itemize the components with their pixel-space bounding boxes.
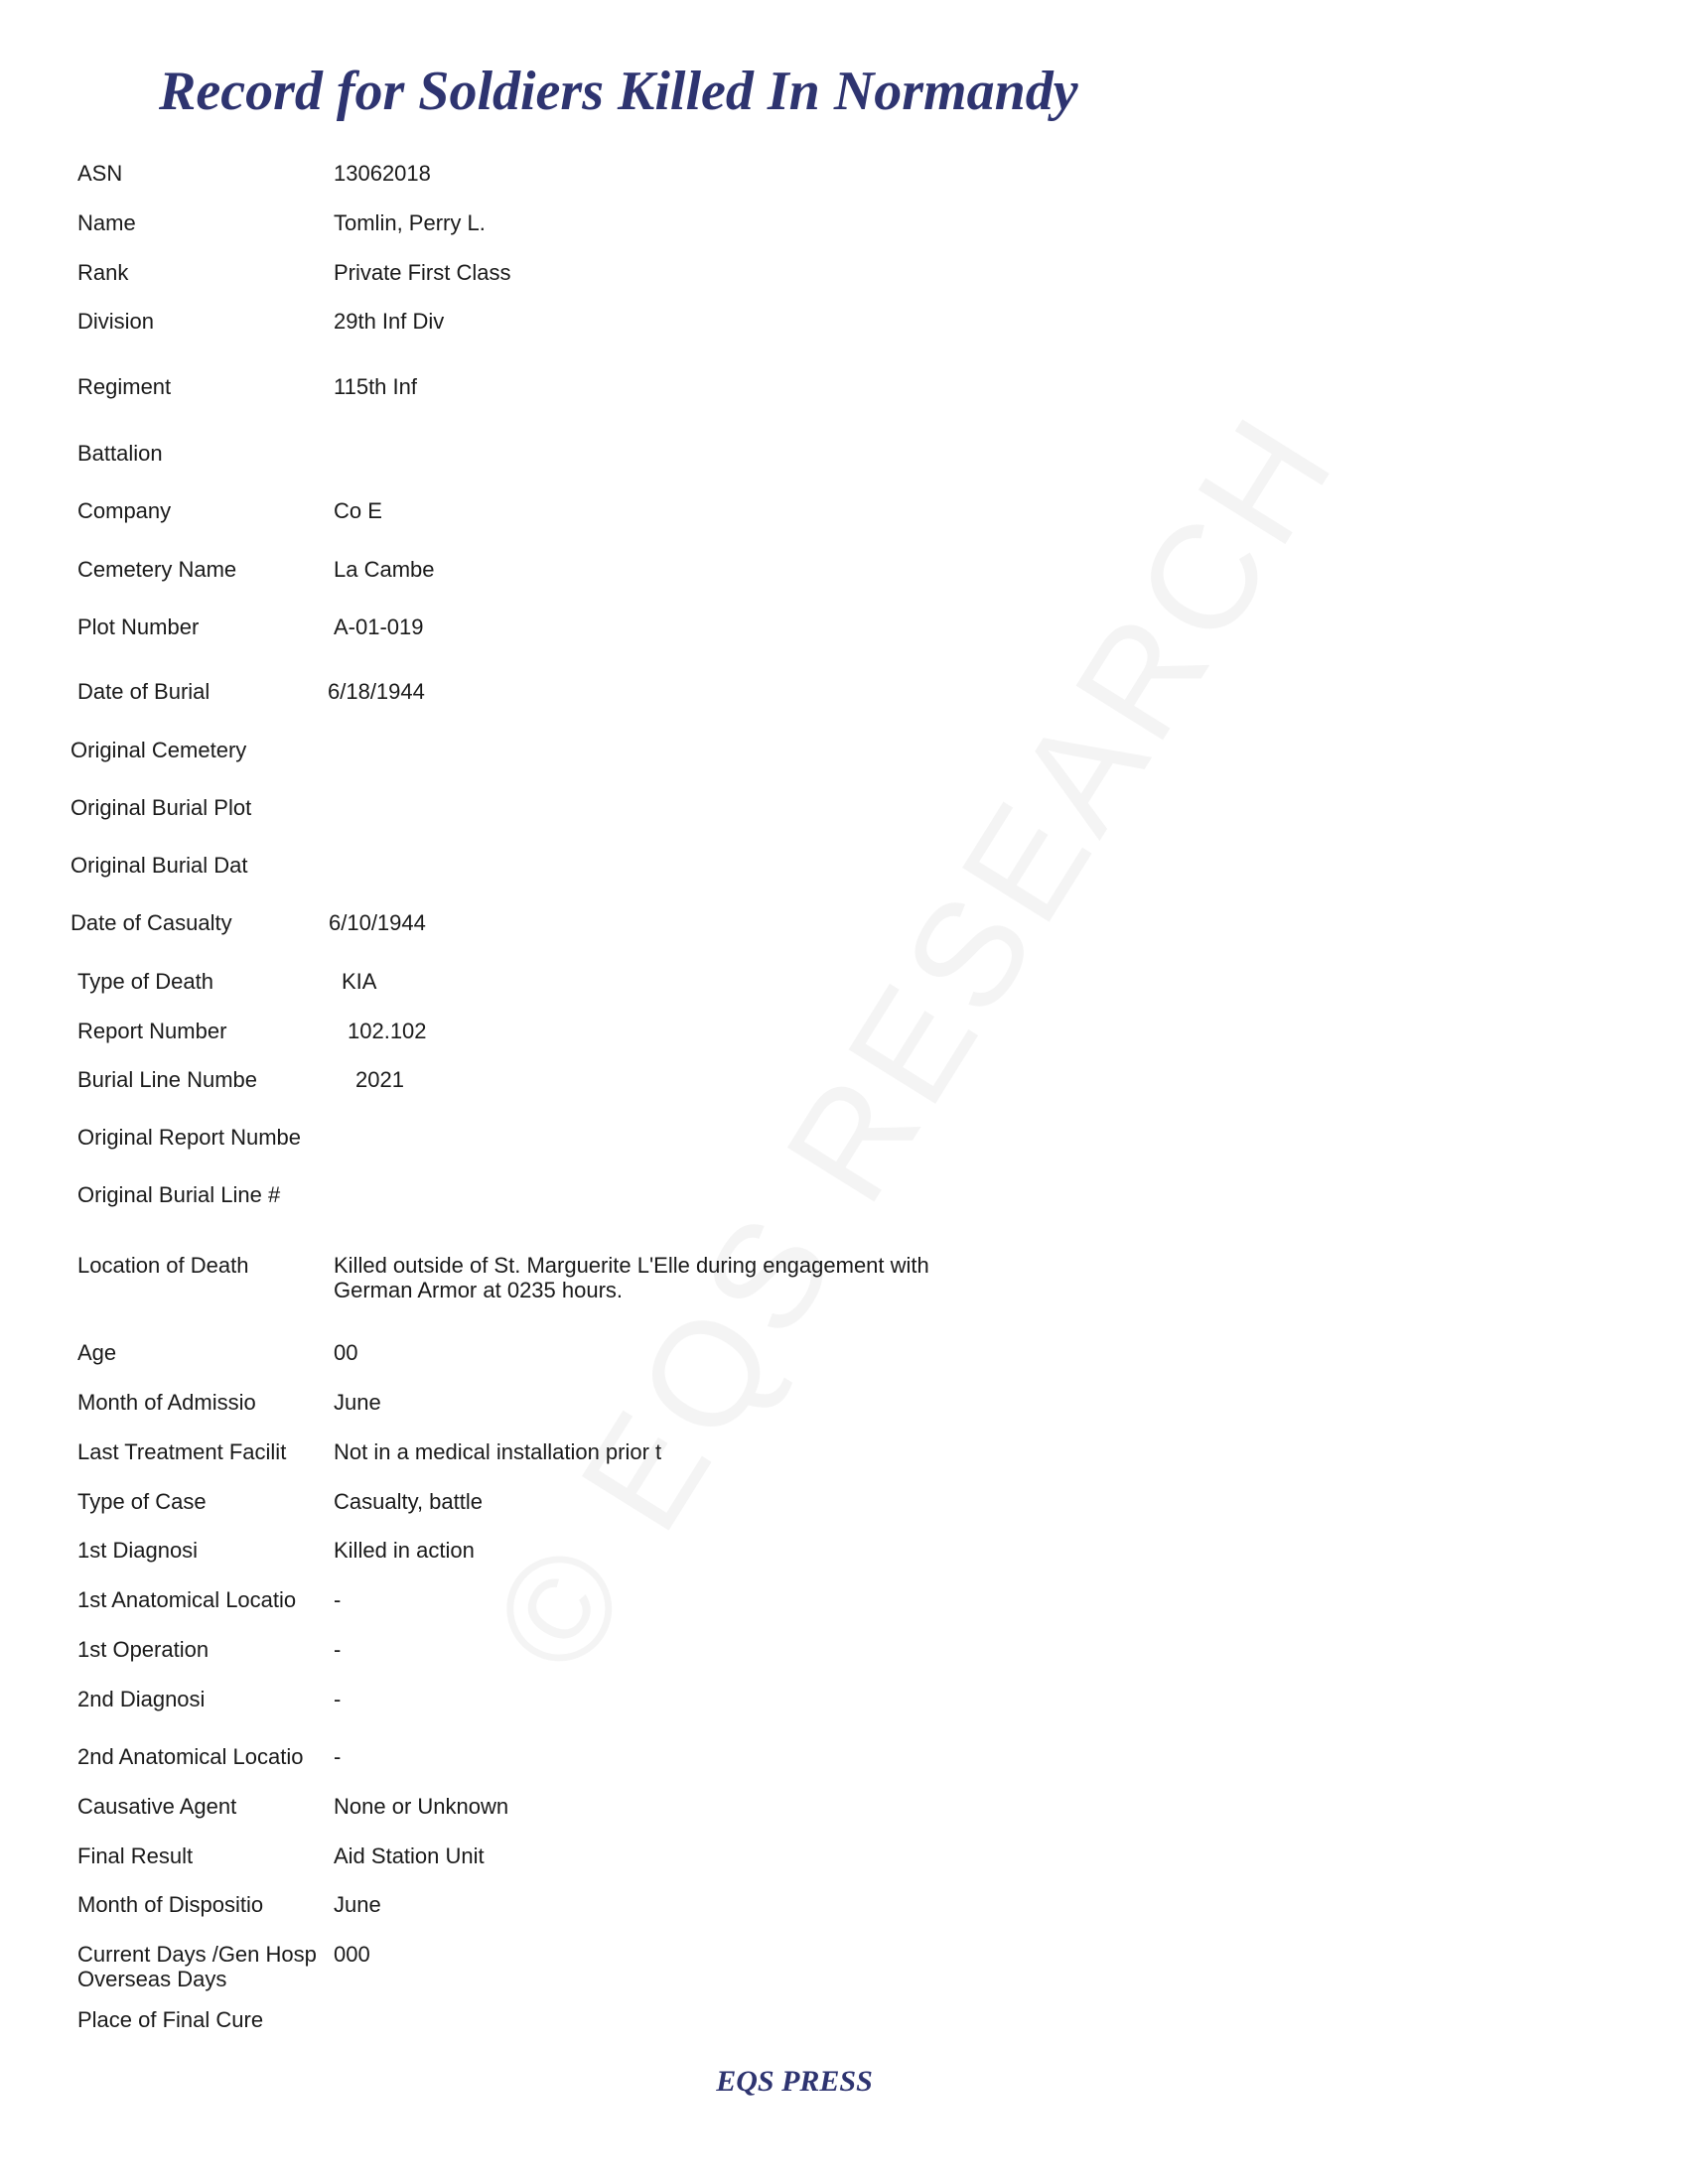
field-label: Month of Admissio	[77, 1390, 256, 1415]
field-value: KIA	[342, 969, 377, 994]
field-value: Tomlin, Perry L.	[334, 210, 486, 235]
field-label: Month of Dispositio	[77, 1892, 264, 1917]
page-title: Record for Soldiers Killed In Normandy	[159, 61, 1078, 122]
publisher-footer: EQS PRESS	[716, 2065, 873, 2098]
field-value: 29th Inf Div	[334, 309, 445, 334]
field-label: Plot Number	[77, 614, 200, 639]
field-label: Division	[77, 309, 155, 334]
field-value: 00	[334, 1340, 358, 1365]
field-label: ASN	[77, 161, 123, 186]
field-value: June	[334, 1892, 381, 1917]
field-label: Original Report Numbe	[77, 1125, 301, 1150]
field-label: 1st Anatomical Locatio	[77, 1587, 297, 1612]
field-label: 2nd Anatomical Locatio	[77, 1744, 304, 1769]
field-label: Type of Case	[77, 1489, 207, 1514]
field-value: 2021	[355, 1067, 404, 1092]
field-value: Killed outside of St. Marguerite L'Elle during engagement with German Armor at 0235 hours.	[334, 1253, 929, 1302]
field-value: Aid Station Unit	[334, 1843, 485, 1868]
field-value: June	[334, 1390, 381, 1415]
field-label: Burial Line Numbe	[77, 1067, 257, 1092]
field-value: Private First Class	[334, 260, 511, 285]
field-label: Final Result	[77, 1843, 194, 1868]
field-label: 1st Diagnosi	[77, 1538, 199, 1563]
field-label: Causative Agent	[77, 1794, 237, 1819]
field-label: Original Cemetery	[70, 738, 247, 762]
field-label: Last Treatment Facilit	[77, 1439, 287, 1464]
field-label: Age	[77, 1340, 117, 1365]
field-label: 1st Operation	[77, 1637, 210, 1662]
field-label: 2nd Diagnosi	[77, 1687, 206, 1711]
field-label: Current Days /Gen Hosp Overseas Days	[77, 1942, 317, 1991]
field-value: 6/10/1944	[329, 910, 426, 935]
field-value: None or Unknown	[334, 1794, 509, 1819]
field-label: Cemetery Name	[77, 557, 237, 582]
field-label: Original Burial Dat	[70, 853, 248, 878]
field-value: Killed in action	[334, 1538, 475, 1563]
field-value: A-01-019	[334, 614, 424, 639]
field-label: Name	[77, 210, 136, 235]
field-value: -	[334, 1637, 342, 1662]
field-label: Place of Final Cure	[77, 2007, 264, 2032]
field-value: 000	[334, 1942, 370, 1967]
field-label: Company	[77, 498, 172, 523]
field-value: La Cambe	[334, 557, 435, 582]
field-label: Original Burial Line #	[77, 1182, 281, 1207]
field-value: 13062018	[334, 161, 431, 186]
field-value: 115th Inf	[334, 374, 417, 399]
field-label: Rank	[77, 260, 129, 285]
field-label: Report Number	[77, 1019, 227, 1043]
field-value: -	[334, 1744, 342, 1769]
field-label: Type of Death	[77, 969, 213, 994]
field-label: Regiment	[77, 374, 172, 399]
field-label: Location of Death	[77, 1253, 249, 1278]
field-value: Casualty, battle	[334, 1489, 484, 1514]
field-value: -	[334, 1687, 342, 1711]
field-value: 102.102	[348, 1019, 427, 1043]
field-value: -	[334, 1587, 342, 1612]
field-value: 6/18/1944	[328, 679, 425, 704]
field-label: Date of Casualty	[70, 910, 232, 935]
field-value: Co E	[334, 498, 382, 523]
field-label: Battalion	[77, 441, 163, 466]
field-label: Date of Burial	[77, 679, 211, 704]
field-label: Original Burial Plot	[70, 795, 252, 820]
field-value: Not in a medical installation prior t	[334, 1439, 662, 1464]
